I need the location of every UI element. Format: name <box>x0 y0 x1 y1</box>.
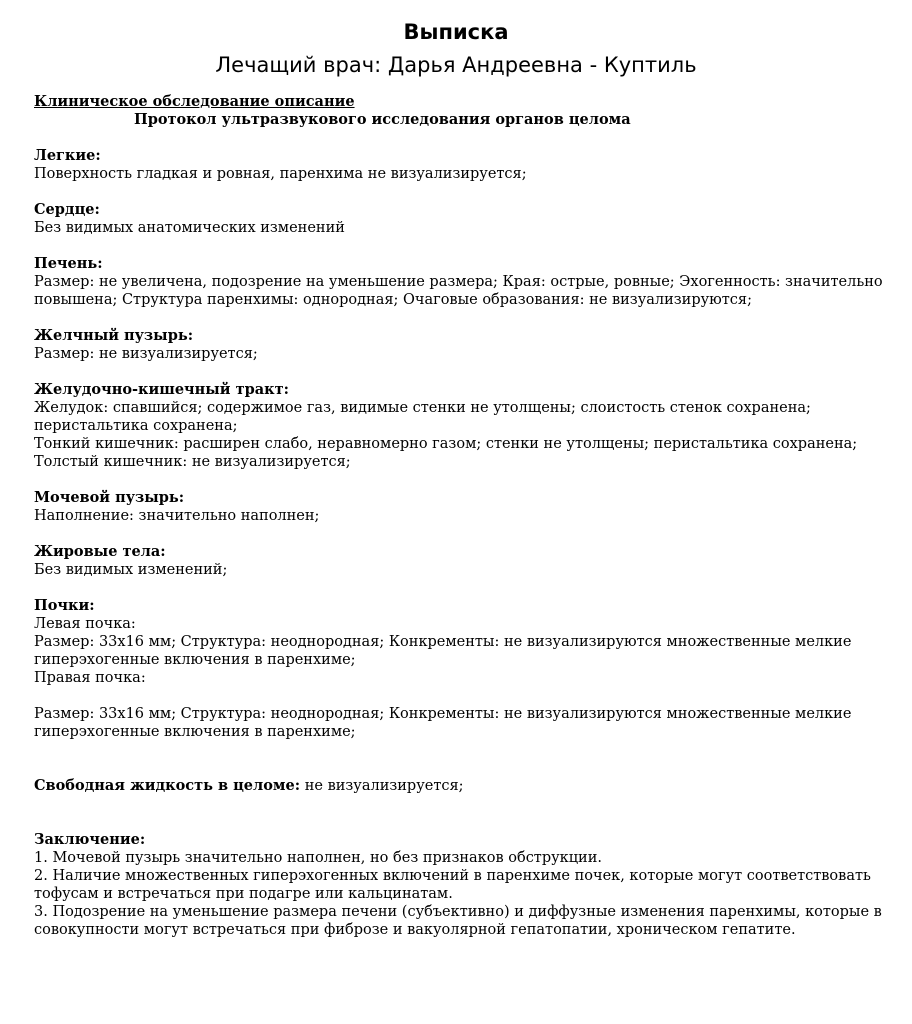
section-free-fluid <box>34 777 884 795</box>
section-conclusion <box>34 831 884 939</box>
protocol-title: Протокол ультразвукового исследования органов целома <box>134 111 631 128</box>
spacer <box>34 687 884 705</box>
gallbladder-text: Размер: не визуализируется; <box>34 346 258 362</box>
document-title: Выписка <box>403 20 509 44</box>
right-kidney-label: Правая почка: <box>34 670 146 686</box>
section-bladder <box>34 489 884 525</box>
document-body <box>34 93 884 939</box>
lungs-heading: Легкие: <box>34 147 101 164</box>
liver-text: Размер: не увеличена, подозрение на уменьшение размера; Края: острые, ровные; Эхогенность: значительно повышена; Структура паренхимы: однородная; Очаговые образования: не визуализируются; <box>34 274 883 308</box>
left-kidney-label: Левая почка: <box>34 616 136 632</box>
section-kidneys <box>34 597 884 741</box>
kidneys-heading: Почки: <box>34 597 95 614</box>
fat-bodies-heading: Жировые тела: <box>34 543 166 560</box>
heart-heading: Сердце: <box>34 201 100 218</box>
gallbladder-heading: Желчный пузырь: <box>34 327 194 344</box>
bladder-text: Наполнение: значительно наполнен; <box>34 508 320 524</box>
heart-text: Без видимых анатомических изменений <box>34 220 345 236</box>
liver-heading: Печень: <box>34 255 103 272</box>
attending-doctor: Лечащий врач: Дарья Андреевна - Куптиль <box>215 53 697 77</box>
conclusion-item: 2. Наличие множественных гиперэхогенных включений в паренхиме почек, которые могут соответствовать тофусам и встречаться при подагре или кальцинатам. <box>34 868 871 902</box>
section-heart <box>34 201 884 237</box>
free-fluid-text: не визуализируется; <box>300 778 464 794</box>
gi-heading: Желудочно-кишечный тракт: <box>34 381 289 398</box>
free-fluid-heading: Свободная жидкость в целоме: <box>34 777 301 794</box>
section-lungs <box>34 147 884 183</box>
conclusion-heading: Заключение: <box>34 831 146 848</box>
fat-bodies-text: Без видимых изменений; <box>34 562 228 578</box>
section-liver <box>34 255 884 309</box>
conclusion-item: 3. Подозрение на уменьшение размера печени (субъективно) и диффузные изменения паренхимы, которые в совокупности могут встречаться при фиброзе и вакуолярной гепатопатии, хроническом гепатите. <box>34 904 882 938</box>
section-gi-tract <box>34 381 884 471</box>
stomach-text: Желудок: спавшийся; содержимое газ, видимые стенки не утолщены; слоистость стенок сохранена; перистальтика сохранена; <box>34 400 811 434</box>
lungs-text: Поверхность гладкая и ровная, паренхима не визуализируется; <box>34 166 527 182</box>
conclusion-item: 1. Мочевой пузырь значительно наполнен, но без признаков обструкции. <box>34 850 602 866</box>
bladder-heading: Мочевой пузырь: <box>34 489 185 506</box>
small-intestine-text: Тонкий кишечник: расширен слабо, неравномерно газом; стенки не утолщены; перистальтика сохранена; <box>34 436 858 452</box>
large-intestine-text: Толстый кишечник: не визуализируется; <box>34 454 351 470</box>
left-kidney-text: Размер: 33х16 мм; Структура: неоднородная; Конкременты: не визуализируются множественные мелкие гиперэхогенные включения в паренхиме; <box>34 634 852 668</box>
right-kidney-text: Размер: 33х16 мм; Структура: неоднородная; Конкременты: не визуализируются множественные мелкие гиперэхогенные включения в паренхиме; <box>34 706 852 740</box>
section-gallbladder <box>34 327 884 363</box>
section-fat-bodies <box>34 543 884 579</box>
exam-title: Клиническое обследование описание <box>34 93 355 110</box>
